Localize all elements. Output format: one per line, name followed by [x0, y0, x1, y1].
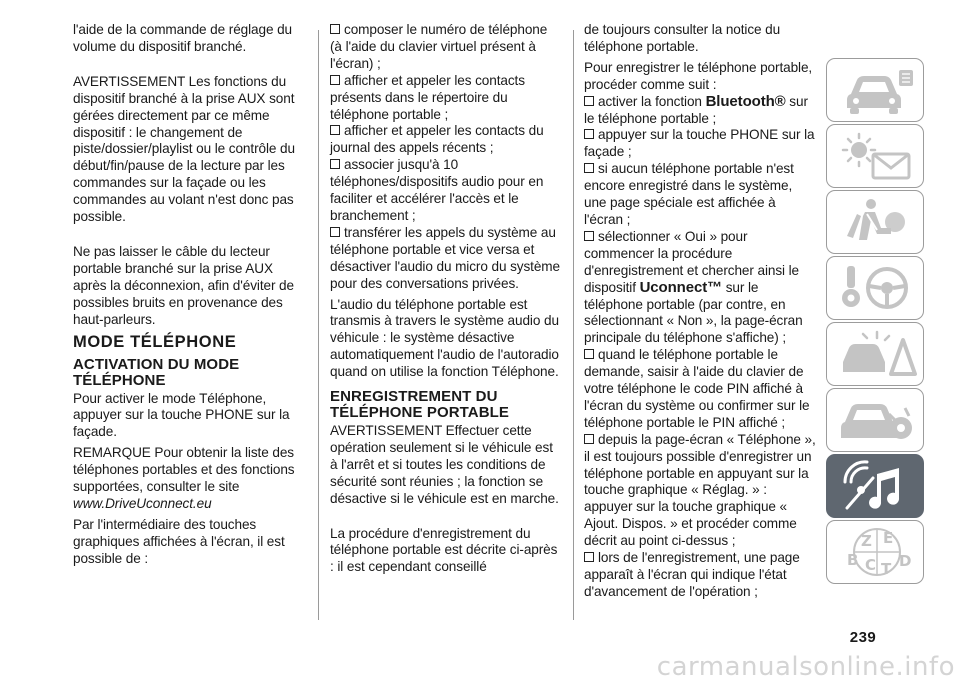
- car-dashboard-icon: [837, 64, 917, 116]
- index-letter: E: [883, 529, 894, 547]
- subsection-title-registration: ENREGISTREMENT DU TÉLÉPHONE PORTABLE: [330, 388, 510, 422]
- checkbox-bullet-icon: [584, 96, 594, 106]
- tab-service[interactable]: [826, 388, 924, 452]
- website-link[interactable]: www.DriveUconnect.eu: [73, 495, 212, 511]
- checkbox-bullet-icon: [330, 227, 340, 237]
- column-divider-1: [318, 30, 319, 620]
- list-item: afficher et appeler les contacts présents dans le répertoire du téléphone portable ;: [330, 72, 525, 122]
- list-item: si aucun téléphone portable n'est encore enregistré dans le système, une page spéciale est affichée à l'écran ;: [584, 161, 794, 227]
- tab-emergency[interactable]: [826, 322, 924, 386]
- list-item: transférer les appels du système au téléphone portable et vice versa et désactiver l'audio du micro du système pour des conversations privées.: [330, 224, 560, 291]
- checkbox-bullet-icon: [584, 163, 594, 173]
- list-item: associer jusqu'à 10 téléphones/dispositifs audio pour en faciliter et accélérer l'accès et le branchement ;: [330, 157, 544, 223]
- safety-airbag-icon: [837, 196, 917, 248]
- checkbox-bullet-icon: [330, 75, 340, 85]
- checkbox-bullet-icon: [584, 231, 594, 241]
- column-divider-2: [573, 30, 574, 620]
- index-letter: D: [899, 552, 912, 570]
- watermark: carmanualsonline.info: [656, 652, 955, 682]
- checkbox-bullet-icon: [584, 434, 594, 444]
- list-item: activer la fonction Bluetooth® sur le téléphone portable ;: [584, 92, 808, 126]
- index-letter: Z: [861, 532, 872, 550]
- paragraph-warning-registration: AVERTISSEMENT Effectuer cette opération seulement si le véhicule est à l'arrêt et si toutes les conditions de sécurité sont réunies ; la fonction se désactive si le véhicule est en marche.: [330, 423, 559, 506]
- multimedia-music-icon: [837, 460, 917, 512]
- tab-warning-lights[interactable]: [826, 124, 924, 188]
- list-item: sélectionner « Oui » pour commencer la procédure d'enregistrement et chercher ainsi le dispositif Uconnect™ sur le téléphone portable (par contre, en sélectionnant « Non », la page-écran principale du téléphone s'affiche) ;: [584, 228, 803, 346]
- alphabetical-index-icon: [837, 526, 917, 578]
- checkbox-bullet-icon: [330, 125, 340, 135]
- paragraph-activate: Pour activer le mode Téléphone, appuyer sur la touche PHONE sur la façade.: [73, 390, 290, 440]
- list-item: quand le téléphone portable le demande, saisir à l'aide du clavier de votre téléphone le code PIN affiché à l'écran du système ou confirmer sur le téléphone portable le PIN affiché ;: [584, 347, 810, 430]
- subsection-title-activation: ACTIVATION DU MODE TÉLÉPHONE: [73, 355, 240, 389]
- checkbox-bullet-icon: [584, 349, 594, 359]
- warning-lights-icon: [837, 130, 917, 182]
- list-item: appuyer sur la touche PHONE sur la façade ;: [584, 127, 815, 160]
- list-item: depuis la page-écran « Téléphone », il est toujours possible d'enregistrer un téléphone portable en appuyant sur la touche graphique « Réglag. » : appuyer sur la touche graphique « Ajout. Dispos. » et procéder comme décrit au point ci-dessus ;: [584, 431, 816, 549]
- list-item: lors de l'enregistrement, une page apparaît à l'écran qui indique l'état d'avancement de l'opération ;: [584, 550, 800, 599]
- paragraph-procedure: La procédure d'enregistrement du téléphone portable est décrite ci-après : il est cependant conseillé: [330, 525, 558, 575]
- index-letter: B: [847, 551, 859, 569]
- tab-index[interactable]: [826, 520, 924, 584]
- tab-multimedia[interactable]: [826, 454, 924, 518]
- text-column-1: [73, 22, 305, 572]
- paragraph-audio-transmission: L'audio du téléphone portable est transmis à travers le système audio du véhicule : le système désactive automatiquement l'audio de l'autoradio quand on utilise la fonction Téléphone.: [330, 296, 559, 380]
- list-item: composer le numéro de téléphone (à l'aide du clavier virtuel présent à l'écran) ;: [330, 22, 548, 71]
- tab-car-dashboard[interactable]: [826, 58, 924, 122]
- page-number: 239: [849, 629, 877, 646]
- paragraph-warning-aux: AVERTISSEMENT Les fonctions du dispositif branché à la prise AUX sont gérées directement par ce même dispositif : le changement de piste/dossier/playlist ou le contrôle du début/fin/pause de la lecture par les commandes sur la façade ou les commandes au volant n'est donc pas possible.: [73, 73, 295, 225]
- emergency-triangle-icon: [837, 328, 917, 380]
- checkbox-bullet-icon: [330, 24, 340, 34]
- text-column-3: [584, 22, 818, 601]
- paragraph-volume: l'aide de la commande de réglage du volume du dispositif branché.: [73, 22, 293, 54]
- list-item: afficher et appeler les contacts du journal des appels récents ;: [330, 123, 544, 156]
- paragraph-graphic-keys: Par l'intermédiaire des touches graphiques affichées à l'écran, il est possible de :: [73, 516, 285, 566]
- section-title-phone-mode: MODE TÉLÉPHONE: [73, 332, 237, 351]
- text-column-2: [330, 22, 562, 580]
- checkbox-bullet-icon: [330, 159, 340, 169]
- paragraph-remark: REMARQUE Pour obtenir la liste des téléphones portables et des fonctions supportées, consulter le site: [73, 445, 295, 495]
- index-letter: C: [865, 556, 877, 574]
- index-letter: T: [881, 560, 892, 578]
- checkbox-bullet-icon: [584, 552, 594, 562]
- steering-wheel-key-icon: [837, 262, 917, 314]
- paragraph-consult-manual: de toujours consulter la notice du téléphone portable.: [584, 22, 781, 54]
- paragraph-cable: Ne pas laisser le câble du lecteur portable branché sur la prise AUX après la déconnexion, afin d'éviter de possibles bruits en provenance des haut-parleurs.: [73, 243, 294, 327]
- paragraph-register-intro: Pour enregistrer le téléphone portable, procéder comme suit :: [584, 59, 813, 92]
- checkbox-bullet-icon: [584, 129, 594, 139]
- tab-steering[interactable]: [826, 256, 924, 320]
- car-service-icon: [837, 394, 917, 446]
- tab-safety[interactable]: [826, 190, 924, 254]
